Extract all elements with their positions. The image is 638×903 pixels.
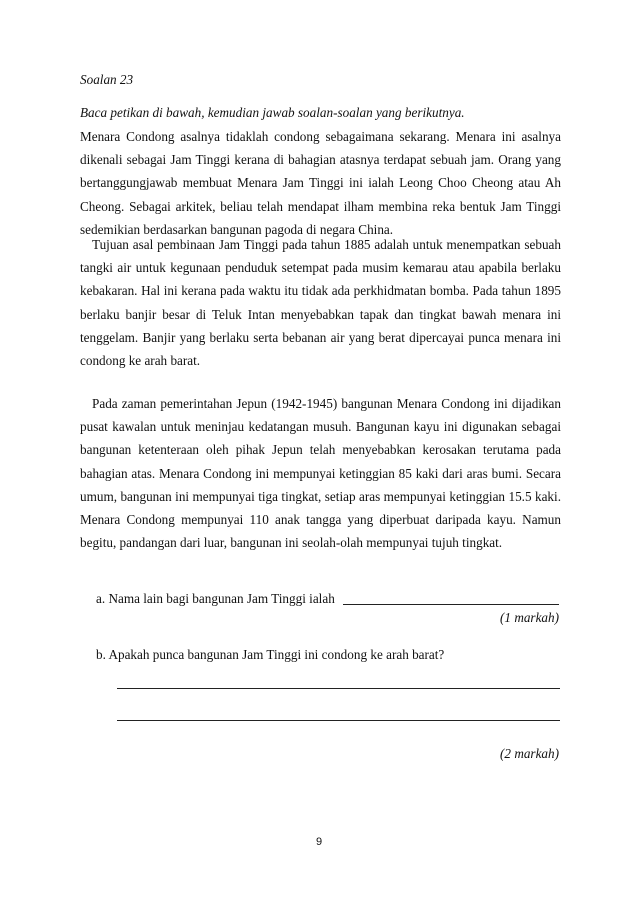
marks-b: (2 markah) <box>500 746 559 761</box>
answer-line-b-2[interactable] <box>117 720 560 721</box>
passage-paragraph-2: Tujuan asal pembinaan Jam Tinggi pada tahun 1885 adalah untuk menempatkan sebuah tangki air untuk kegunaan penduduk setempat pada musim kemarau atau apabila berlaku kebakaran. Hal ini kerana pada waktu itu tidak ada perkhidmatan bomba. Pada tahun 1895 berlaku banjir besar di Teluk Intan menyebabkan tapak dan tingkat bawah menara ini tenggelam. Banjir yang berlaku serta bebanan air yang berat dipercayai punca menara ini condong ke arah barat. <box>80 237 561 369</box>
answer-line-b-1[interactable] <box>117 688 560 689</box>
answer-blank-a[interactable] <box>343 604 559 605</box>
question-b: b. Apakah punca bangunan Jam Tinggi ini condong ke arah barat? <box>96 647 445 662</box>
question-a: a. Nama lain bagi bangunan Jam Tinggi ialah <box>96 591 335 606</box>
passage-paragraph-1: Menara Condong asalnya tidaklah condong sebagaimana sekarang. Menara ini asalnya dikenali sebagai Jam Tinggi kerana di bahagian atasnya terdapat sebuah jam. Orang yang bertanggungjawab membuat Menara Jam Tinggi ini ialah Leong Choo Cheong atau Ah Cheong. Sebagai arkitek, beliau telah mendapat ilham membina reka bentuk Jam Tinggi sedemikian berdasarkan bangunan pagoda di negara China. <box>80 129 561 237</box>
instruction-text: Baca petikan di bawah, kemudian jawab soalan-soalan yang berikutnya. <box>80 105 465 120</box>
passage-paragraph-3: Pada zaman pemerintahan Jepun (1942-1945) bangunan Menara Condong ini dijadikan pusat kawalan untuk meninjau kedatangan musuh. Bangunan kayu ini digunakan sebagai bangunan ketenteraan oleh pihak Jepun telah menyebabkan kerosakan terutama pada bahagian atas. Menara Condong ini mempunyai ketinggian 85 kaki dari aras bumi. Secara umum, bangunan ini mempunyai tiga tingkat, setiap aras mempunyai ketinggian 15.5 kaki. Menara Condong mempunyai 110 anak tangga yang diperbuat daripada kayu. Namun begitu, pandangan dari luar, bangunan ini seolah-olah mempunyai tujuh tingkat. <box>80 396 561 551</box>
page-number: 9 <box>315 836 323 848</box>
question-title: Soalan 23 <box>80 72 134 87</box>
marks-a: (1 markah) <box>500 610 559 625</box>
